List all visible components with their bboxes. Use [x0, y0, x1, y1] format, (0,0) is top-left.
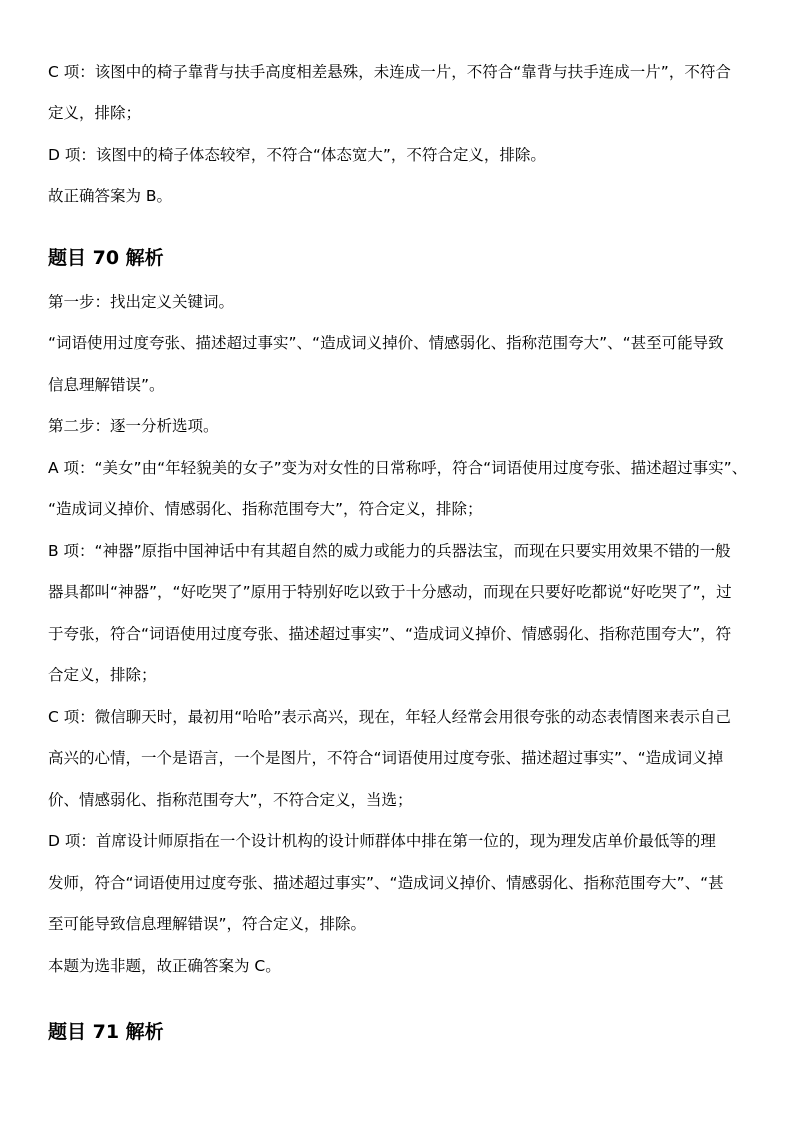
option-d-text: D 项：该图中的椅子体态较窄，不符合“体态宽大”，不符合定义，排除。 [48, 146, 546, 164]
step-two-text: 第二步：逐一分析选项。 [48, 417, 219, 435]
answer-text: 故正确答案为 B。 [48, 187, 173, 205]
option-c-text-line: C 项：微信聊天时，最初用“哈哈”表示高兴，现在，年轻人经常会用很夸张的动态表情图来表示自己 [48, 708, 731, 726]
option-b-text-line: 于夸张，符合“词语使用过度夸张、描述超过事实”、“造成词义掉价、情感弱化、指称范围夸大”，符 [48, 625, 732, 643]
option-d-text-line: 至可能导致信息理解错误”，符合定义，排除。 [48, 915, 367, 933]
option-c-text-line: 高兴的心情，一个是语言，一个是图片，不符合“词语使用过度夸张、描述超过事实”、“造成词义掉 [48, 749, 724, 767]
section-heading: 题目 70 解析 [48, 247, 164, 269]
option-b-text-line: 器具都叫“神器”，“好吃哭了”原用于特别好吃以致于十分感动，而现在只要好吃都说“好吃哭了”，过 [48, 583, 732, 601]
option-c-text-line: 定义，排除； [48, 104, 142, 122]
option-d-text-line: D 项：首席设计师原指在一个设计机构的设计师群体中排在第一位的，现为理发店单价最低等的理 [48, 832, 716, 850]
keywords-line: “词语使用过度夸张、描述超过事实”、“造成词义掉价、情感弱化、指称范围夸大”、“甚至可能导致 [48, 334, 724, 352]
option-b-text-line: 合定义，排除； [48, 666, 157, 684]
option-d-text-line: 发师，符合“词语使用过度夸张、描述超过事实”、“造成词义掉价、情感弱化、指称范围夸大”、“甚 [48, 874, 724, 892]
keywords-line: 信息理解错误”。 [48, 376, 165, 394]
option-c-text-line: 价、情感弱化、指称范围夸大”，不符合定义，当选； [48, 791, 413, 809]
option-a-text-line: A 项：“美女”由“年轻貌美的女子”变为对女性的日常称呼，符合“词语使用过度夸张、描述超过事实”、 [48, 459, 748, 477]
section-heading: 题目 71 解析 [48, 1021, 164, 1043]
option-c-text-line: C 项：该图中的椅子靠背与扶手高度相差悬殊，未连成一片，不符合“靠背与扶手连成一片”，不符合 [48, 63, 731, 81]
step-one-text: 第一步：找出定义关键词。 [48, 293, 235, 311]
option-b-text-line: B 项：“神器”原指中国神话中有其超自然的威力或能力的兵器法宝，而现在只要实用效果不错的一般 [48, 542, 731, 560]
option-a-text-line: “造成词义掉价、情感弱化、指称范围夸大”，符合定义，排除； [48, 500, 483, 518]
answer-text: 本题为选非题，故正确答案为 C。 [48, 957, 281, 975]
